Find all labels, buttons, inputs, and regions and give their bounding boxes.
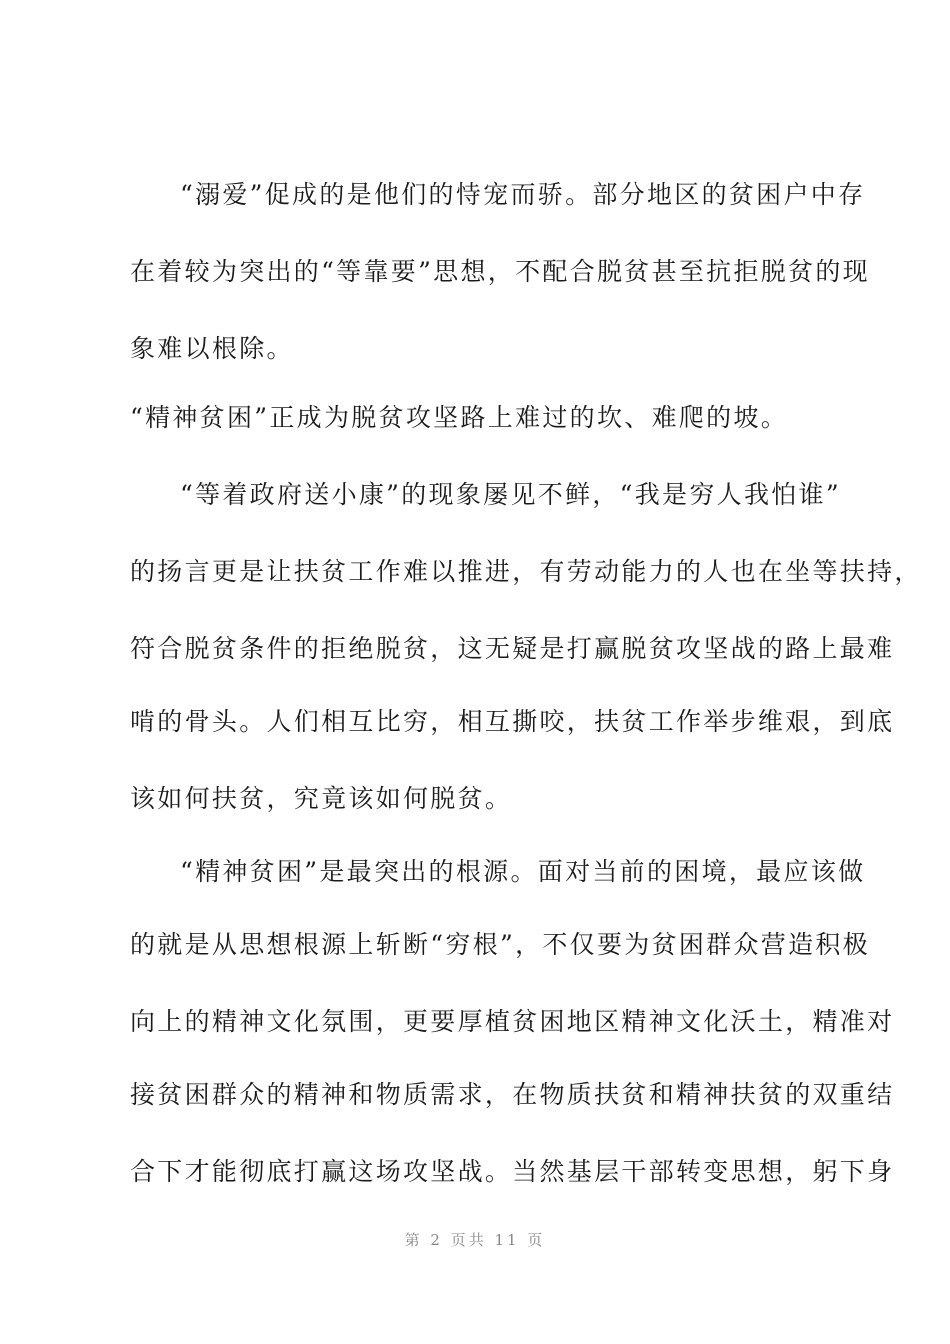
text-line: 符合脱贫条件的拒绝脱贫，这无疑是打赢脱贫攻坚战的路上最难 — [130, 634, 895, 663]
text-line: 在着较为突出的“等靠要”思想，不配合脱贫甚至抗拒脱贫的现 — [130, 257, 870, 286]
text-line: “精神贫困”是最突出的根源。面对当前的困境，最应该做 — [180, 857, 866, 886]
text-line: “等着政府送小康”的现象屡见不鲜，“我是穷人我怕谁” — [180, 480, 841, 509]
text-line: “溺爱”促成的是他们的恃宠而骄。部分地区的贫困户中存 — [180, 180, 866, 209]
page-number-footer: 第 2 页共 11 页 — [404, 1231, 546, 1249]
text-line: 向上的精神文化氛围，更要厚植贫困地区精神文化沃土，精准对 — [130, 1007, 895, 1036]
text-line: 啃的骨头。人们相互比穷，相互撕咬，扶贫工作举步维艰，到底 — [130, 707, 895, 736]
text-line: 该如何扶贫，究竟该如何脱贫。 — [130, 784, 513, 813]
text-line: “精神贫困”正成为脱贫攻坚路上难过的坎、难爬的坡。 — [130, 403, 789, 432]
text-line: 的扬言更是让扶贫工作难以推进，有劳动能力的人也在坐等扶持， — [130, 557, 922, 586]
text-line: 接贫困群众的精神和物质需求，在物质扶贫和精神扶贫的双重结 — [130, 1080, 895, 1109]
text-line: 合下才能彻底打赢这场攻坚战。当然基层干部转变思想，躬下身 — [130, 1157, 895, 1186]
text-line: 的就是从思想根源上斩断“穷根”，不仅要为贫困群众营造积极 — [130, 930, 870, 959]
text-line: 象难以根除。 — [130, 334, 294, 363]
